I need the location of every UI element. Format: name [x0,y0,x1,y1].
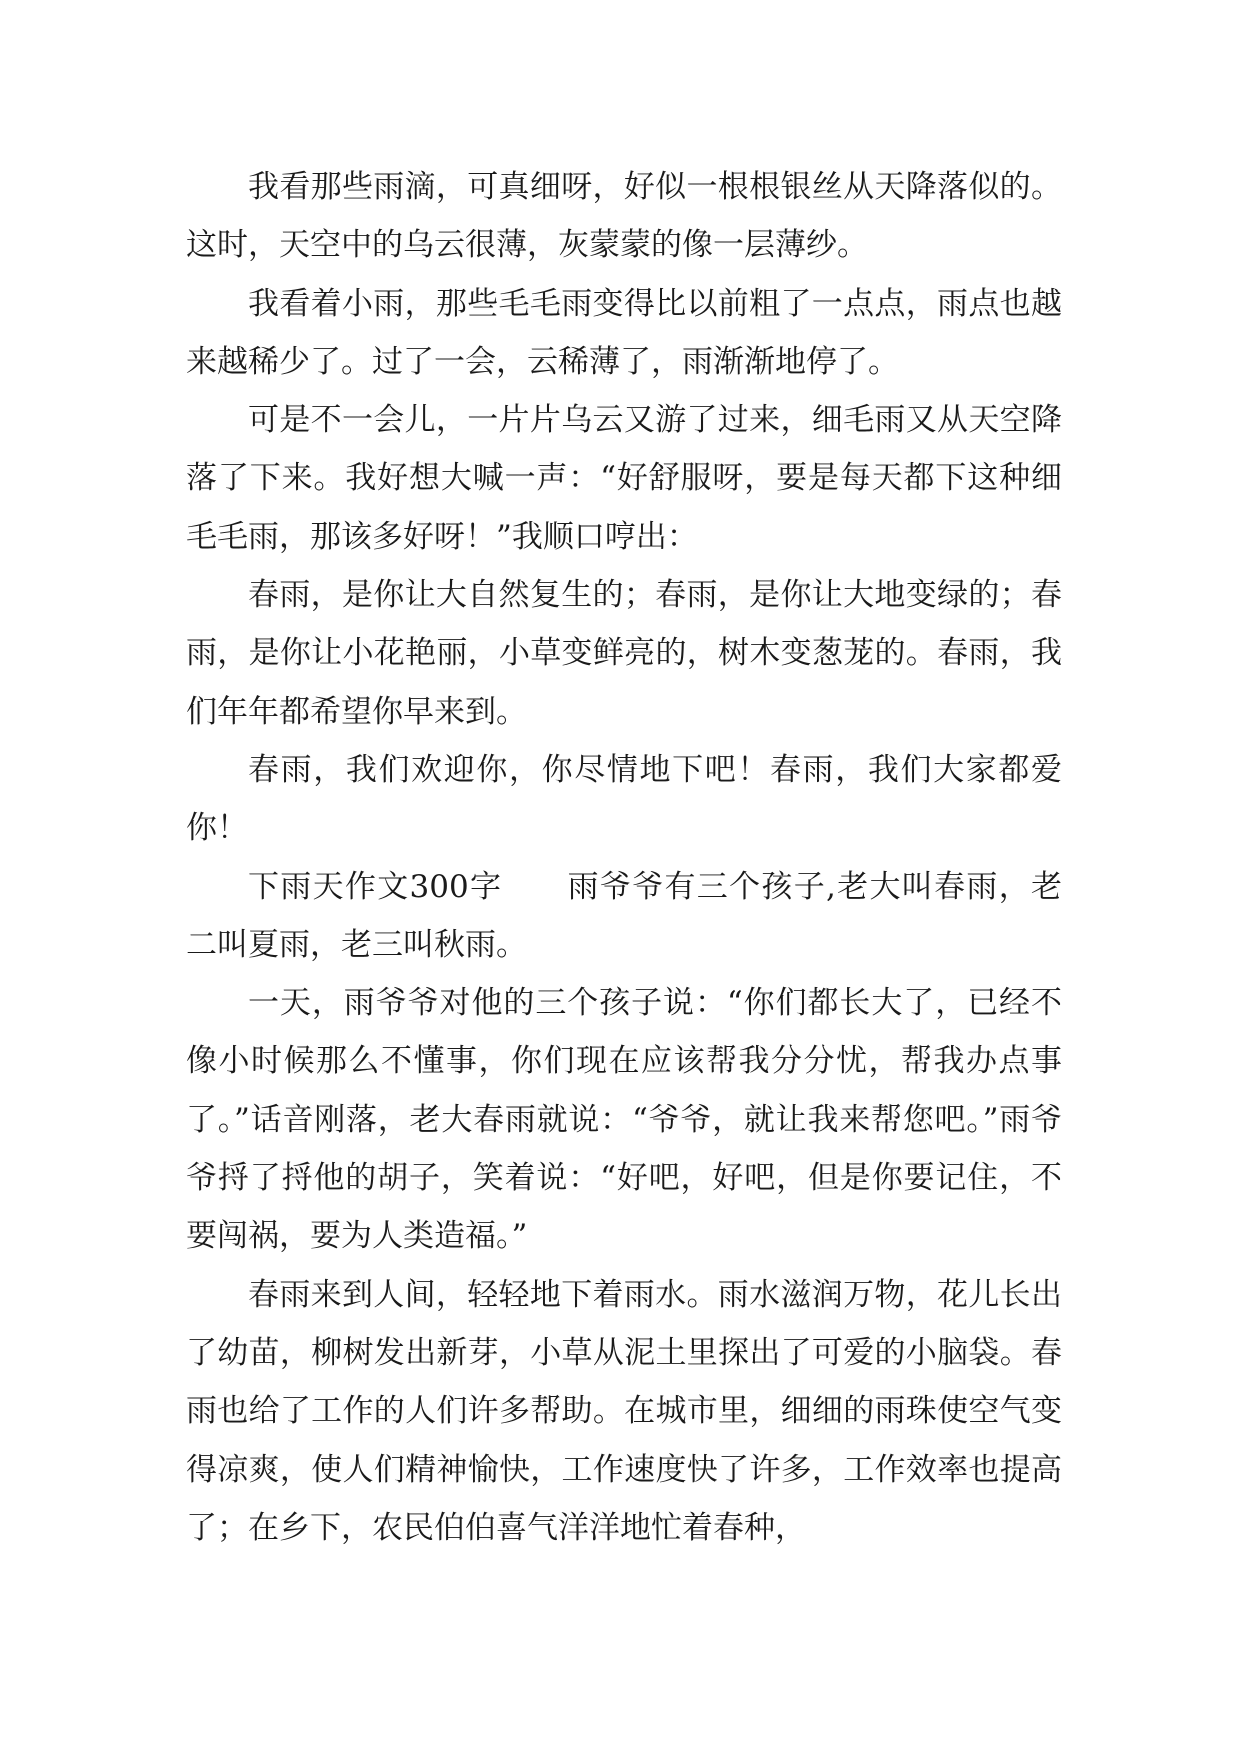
paragraph-2: 我看着小雨，那些毛毛雨变得比以前粗了一点点，雨点也越来越稀少了。过了一会，云稀薄了，雨渐渐地停了。 [186,285,1062,380]
paragraph-4: 春雨，是你让大自然复生的；春雨，是你让大地变绿的；春雨，是你让小花艳丽，小草变鲜亮的，树木变葱茏的。春雨，我们年年都希望你早来到。 [186,577,1062,730]
heading-paragraph-text: 雨爷爷有三个孩子,老大叫春雨，老二叫夏雨，老三叫秋雨。 [186,868,1062,963]
paragraph-5: 春雨，我们欢迎你，你尽情地下吧！春雨，我们大家都爱你！ [186,751,1062,847]
paragraph-1: 我看那些雨滴，可真细呀，好似一根根银丝从天降落似的。这时，天空中的乌云很薄，灰蒙蒙的像一层薄纱。 [186,169,1062,264]
paragraph-8: 春雨来到人间，轻轻地下着雨水。雨水滋润万物，花儿长出了幼苗，柳树发出新芽，小草从泥土里探出了可爱的小脑袋。春雨也给了工作的人们许多帮助。在城市里，细细的雨珠使空气变得凉爽，使人们精神愉快，工作速度快了许多，工作效率也提高了；在乡下，农民伯伯喜气洋洋地忙着春种， [186,1276,1062,1546]
document-body [186,158,1062,1557]
paragraph-3: 可是不一会儿，一片片乌云又游了过来，细毛雨又从天空降落了下来。我好想大喊一声：“好舒服呀，要是每天都下这种细毛毛雨，那该多好呀！”我顺口哼出： [186,402,1062,555]
essay-title: 下雨天作文300字 [248,868,503,905]
paragraph-7: 一天，雨爷爷对他的三个孩子说：“你们都长大了，已经不像小时候那么不懂事，你们现在应该帮我分分忧，帮我办点事了。”话音刚落，老大春雨就说：“爷爷，就让我来帮您吧。”雨爷爷捋了捋他的胡子，笑着说：“好吧，好吧，但是你要记住，不要闯祸，要为人类造福。” [186,985,1062,1255]
heading-paragraph [186,858,1062,975]
